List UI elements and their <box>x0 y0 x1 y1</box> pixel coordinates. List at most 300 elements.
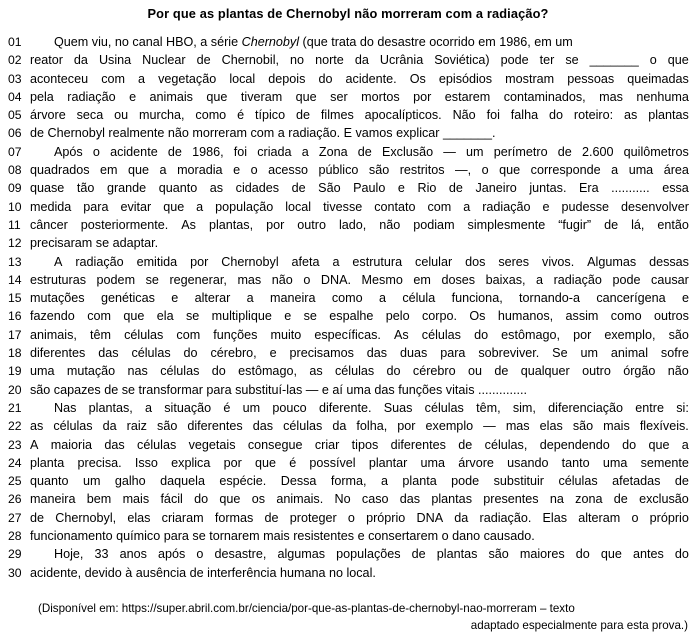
word: um <box>82 474 101 489</box>
word: vegetação <box>158 71 217 86</box>
word: são <box>488 547 509 562</box>
word: que <box>128 163 150 178</box>
word: planta <box>30 455 65 470</box>
word: é <box>237 108 245 123</box>
word: ser <box>330 89 348 104</box>
word: diferentes <box>390 437 446 452</box>
line-content: são capazes de se transformar para substituí-las — e aí uma das funções vitais .............. <box>30 382 527 397</box>
word: como <box>195 108 227 123</box>
word: por <box>190 254 209 269</box>
word: as <box>30 419 44 434</box>
word: consegue <box>247 437 303 452</box>
line-number: 10 <box>8 199 22 214</box>
line-number: 30 <box>8 565 22 580</box>
word: com <box>176 327 201 342</box>
word: simplesmente <box>467 217 546 232</box>
word: anos <box>119 547 147 562</box>
line-content <box>30 419 696 433</box>
word: o <box>347 510 355 525</box>
word: células <box>283 419 323 434</box>
word: têm, <box>476 400 501 415</box>
line-content <box>30 35 696 49</box>
word: daquela <box>160 474 205 489</box>
word: desastre, <box>214 547 267 562</box>
word: quase <box>30 181 65 196</box>
word: são <box>368 163 390 178</box>
word: da <box>454 510 469 525</box>
word: do <box>674 547 689 562</box>
word: exclusão <box>639 492 689 507</box>
word: que <box>667 53 689 68</box>
word: em <box>100 163 118 178</box>
word: órgão <box>623 364 656 379</box>
line-number: 08 <box>8 163 22 178</box>
word: ........... <box>611 181 650 196</box>
word: a <box>463 199 471 214</box>
word: e <box>397 181 405 196</box>
word: cérebro, <box>210 346 257 361</box>
word: mostram <box>505 71 555 86</box>
word: folha, <box>356 419 388 434</box>
word: diferente. <box>318 400 372 415</box>
word: estômago, <box>238 364 297 379</box>
word: essa <box>662 181 689 196</box>
word: não <box>271 272 293 287</box>
word: a <box>681 437 689 452</box>
word: como <box>610 309 642 324</box>
text-line <box>0 547 696 565</box>
word: de <box>448 181 463 196</box>
word: dependendo <box>539 437 610 452</box>
word: mais <box>122 492 150 507</box>
word: proteger <box>289 510 337 525</box>
word: de <box>557 144 572 159</box>
word: células <box>160 364 200 379</box>
line-number: 06 <box>8 126 22 141</box>
word: podem <box>96 272 136 287</box>
word: funções <box>213 327 258 342</box>
word: mutações <box>30 291 85 306</box>
line-number: 23 <box>8 437 22 452</box>
word: de <box>494 364 509 379</box>
line-number: 14 <box>8 272 22 287</box>
word: humanos, <box>497 309 554 324</box>
text-line <box>0 273 696 291</box>
word: pessoas <box>567 71 615 86</box>
word: antes <box>633 547 664 562</box>
word: mutação <box>66 364 116 379</box>
text-line <box>0 108 696 126</box>
word: estrutura <box>352 254 403 269</box>
word: o <box>196 547 204 562</box>
word: plantas <box>648 108 689 123</box>
word: posteriormente. <box>80 217 169 232</box>
word: célula <box>402 291 436 306</box>
word: células <box>421 327 461 342</box>
word: de <box>357 144 372 159</box>
word: no <box>290 53 305 68</box>
word: alteram <box>578 510 621 525</box>
line-content <box>30 328 696 342</box>
word: presentes <box>483 492 539 507</box>
word: raiz <box>126 419 147 434</box>
word: Usina <box>98 53 132 68</box>
word: e <box>171 291 179 306</box>
word: radiação <box>482 199 531 214</box>
word: animal <box>610 346 648 361</box>
line-content <box>30 90 696 104</box>
word: Se <box>552 346 568 361</box>
word: plantas <box>436 547 478 562</box>
word: de <box>458 437 473 452</box>
word: as <box>623 108 638 123</box>
word: galho <box>114 474 146 489</box>
word: o <box>649 53 657 68</box>
word: outro <box>582 364 611 379</box>
word: As <box>181 217 196 232</box>
word: que <box>219 492 241 507</box>
line-number: 22 <box>8 419 22 434</box>
word: vivos. <box>542 254 575 269</box>
line-number: 12 <box>8 236 22 251</box>
word: funciona, <box>451 291 503 306</box>
word: e <box>129 89 137 104</box>
word: o <box>250 163 258 178</box>
word: zona <box>575 492 603 507</box>
word: estômago, <box>501 327 560 342</box>
text-line <box>0 529 696 547</box>
word: animais <box>149 89 193 104</box>
word: local <box>229 71 256 86</box>
line-content <box>30 511 696 525</box>
word: Elas <box>542 510 568 525</box>
word: Soviética) <box>434 53 490 68</box>
word: e <box>233 163 241 178</box>
word: tão <box>76 181 95 196</box>
text-line <box>0 346 696 364</box>
word: seca <box>76 108 104 123</box>
word: das <box>399 492 421 507</box>
word: a <box>196 199 204 214</box>
word: Mesmo <box>361 272 403 287</box>
word: causar <box>651 272 689 287</box>
word: e <box>681 291 689 306</box>
word: contato <box>374 199 416 214</box>
word: uma <box>628 163 654 178</box>
text-line <box>0 181 696 199</box>
word: vegetais <box>188 437 236 452</box>
word: os <box>251 492 266 507</box>
line-number: 29 <box>8 547 22 562</box>
word: acidente. <box>345 71 397 86</box>
word: do <box>183 346 198 361</box>
word: são <box>157 419 178 434</box>
word: mas <box>505 419 530 434</box>
word: das <box>366 346 388 361</box>
word: a <box>611 163 619 178</box>
word: e <box>542 199 550 214</box>
word: ou <box>114 108 129 123</box>
word: Dessa <box>280 474 317 489</box>
word: depois <box>268 71 306 86</box>
word: diferenciação <box>548 400 624 415</box>
word: exemplo, <box>604 327 656 342</box>
word: a <box>301 144 309 159</box>
word: de <box>613 492 628 507</box>
word: precisa. <box>77 455 122 470</box>
line-content <box>30 72 696 86</box>
word: células <box>53 419 93 434</box>
word: e <box>269 346 277 361</box>
word: Ucrânia <box>379 53 424 68</box>
word: de <box>674 474 689 489</box>
word: DNA. <box>320 272 351 287</box>
word: do <box>575 547 590 562</box>
word: tanto <box>561 455 590 470</box>
word: específicas. <box>314 327 381 342</box>
word: mas <box>599 89 623 104</box>
word: pouco <box>272 400 307 415</box>
word: típico <box>254 108 286 123</box>
word: mais <box>603 419 630 434</box>
word: Chernobil, <box>221 53 280 68</box>
word: —, <box>455 163 472 178</box>
word: do <box>211 364 226 379</box>
word: contaminados, <box>503 89 586 104</box>
word: é <box>223 400 231 415</box>
word: árvore <box>30 108 66 123</box>
line-number: 03 <box>8 71 22 86</box>
text-line <box>0 255 696 273</box>
word: então <box>657 217 689 232</box>
line-number: 19 <box>8 364 22 379</box>
word: — <box>483 419 496 434</box>
word: se <box>303 309 317 324</box>
word: animais. <box>276 492 324 507</box>
word: a <box>159 163 167 178</box>
line-content <box>30 108 696 122</box>
word: As <box>393 327 409 342</box>
word: maneira <box>269 291 316 306</box>
word: plantar <box>368 455 408 470</box>
word: maiores <box>519 547 565 562</box>
line-content <box>30 401 696 415</box>
word: moradia <box>177 163 223 178</box>
line-content: acidente, devido à ausência de interferência humana no local. <box>30 565 376 580</box>
source-line-1: (Disponível em: https://super.abril.com.br/ciencia/por-que-as-plantas-de-chernobyl-nao-morreram – texto <box>38 601 575 615</box>
text-line <box>0 126 696 144</box>
line-content: funcionamento químico para se tornarem mais resistentes e consertarem o dano causado. <box>30 529 535 544</box>
word: mortos <box>361 89 400 104</box>
word: nas <box>127 364 148 379</box>
word: e <box>284 309 292 324</box>
word: com <box>101 71 125 86</box>
word: por <box>266 217 285 232</box>
word: radiação <box>553 272 602 287</box>
word: plantas, <box>88 400 133 415</box>
word: que <box>295 89 317 104</box>
word: pode <box>451 474 480 489</box>
text-line <box>0 218 696 236</box>
word: foi <box>486 108 500 123</box>
word: 1986, <box>192 144 224 159</box>
word: ela <box>156 309 174 324</box>
word: maneira <box>30 492 76 507</box>
line-content <box>30 273 696 287</box>
word: norte <box>315 53 344 68</box>
line-number: 09 <box>8 181 22 196</box>
line-number: 01 <box>8 35 22 49</box>
word: A <box>54 254 63 269</box>
text-line <box>0 419 696 437</box>
word: as <box>209 181 224 196</box>
text-line <box>0 309 696 327</box>
word: que <box>206 89 228 104</box>
word: Chernobyl, <box>55 510 117 525</box>
word: formas <box>214 510 254 525</box>
line-number: 15 <box>8 291 22 306</box>
word: restritos <box>399 163 445 178</box>
word: é <box>289 455 297 470</box>
word: outro <box>297 217 326 232</box>
word: Após <box>54 144 83 159</box>
word: Não <box>452 108 476 123</box>
line-content <box>30 547 696 561</box>
word: pela <box>30 89 54 104</box>
word: duas <box>400 346 428 361</box>
word: entre <box>635 400 665 415</box>
word: criar <box>314 437 340 452</box>
word: _______ <box>589 53 639 68</box>
line-number: 17 <box>8 327 22 342</box>
word: que <box>648 437 670 452</box>
word: células <box>124 327 164 342</box>
line-number: 25 <box>8 474 22 489</box>
word: diferentes <box>30 346 86 361</box>
word: criaram <box>161 510 204 525</box>
word: do <box>622 437 637 452</box>
line-number: 05 <box>8 108 22 123</box>
word: com <box>427 199 452 214</box>
word: elas <box>127 510 151 525</box>
word: — <box>443 144 456 159</box>
word: radiação <box>75 254 124 269</box>
word: bem <box>86 492 112 507</box>
word: por <box>397 419 416 434</box>
word: são <box>668 327 689 342</box>
text-line <box>0 291 696 309</box>
word: plantas, <box>208 217 254 232</box>
line-number: 13 <box>8 254 22 269</box>
text-line <box>0 364 696 382</box>
word: para <box>440 346 466 361</box>
word: para <box>83 199 109 214</box>
line-number: 27 <box>8 510 22 525</box>
word: de <box>30 510 45 525</box>
word: que <box>123 309 145 324</box>
word: possível <box>309 455 356 470</box>
line-content <box>30 200 696 214</box>
word: maioria <box>50 437 93 452</box>
word: animais, <box>30 327 77 342</box>
word: 33 <box>94 547 109 562</box>
word: próprio <box>366 510 406 525</box>
word: após <box>158 547 186 562</box>
word: o <box>481 163 489 178</box>
word: semente <box>640 455 689 470</box>
word: queimadas <box>627 71 689 86</box>
word: da <box>332 419 347 434</box>
text-line <box>0 474 696 492</box>
word: câncer <box>30 217 68 232</box>
word: público <box>318 163 359 178</box>
word: cérebro <box>412 364 456 379</box>
word: Nas <box>54 400 77 415</box>
word: muito <box>270 327 302 342</box>
line-content <box>30 163 696 177</box>
word: cidades <box>235 181 280 196</box>
word: a <box>378 291 386 306</box>
word: uma <box>420 455 446 470</box>
word: de <box>604 217 619 232</box>
word: grande <box>106 181 147 196</box>
text-line <box>0 236 696 254</box>
word: reator <box>30 53 63 68</box>
word: alterar <box>194 291 231 306</box>
word: DNA <box>416 510 444 525</box>
word: criada <box>257 144 292 159</box>
text-line <box>0 401 696 419</box>
word: sim, <box>512 400 536 415</box>
word: fazendo <box>30 309 75 324</box>
line-number: 21 <box>8 400 22 415</box>
line-number: 26 <box>8 492 22 507</box>
word: elas <box>539 419 563 434</box>
word: juntas. <box>529 181 567 196</box>
word: dos <box>465 254 486 269</box>
italic-term: Chernobyl <box>241 35 299 49</box>
word: exemplo <box>425 419 474 434</box>
word: células <box>131 346 171 361</box>
word: têm <box>90 327 111 342</box>
word: quanto <box>30 474 69 489</box>
word: perímetro <box>493 144 548 159</box>
word: quadrados <box>30 163 90 178</box>
word: espalhe <box>329 309 374 324</box>
line-content: precisaram se adaptar. <box>30 236 159 251</box>
line-number: 28 <box>8 529 22 544</box>
word: substituir <box>493 474 545 489</box>
word: por <box>413 89 432 104</box>
word: regenerar, <box>169 272 227 287</box>
word: tivesse <box>323 199 363 214</box>
word: do <box>548 108 563 123</box>
word: quilômetros <box>623 144 689 159</box>
word: afetadas <box>612 474 661 489</box>
word: podiam <box>413 217 455 232</box>
word: Paulo <box>353 181 386 196</box>
word: de <box>167 144 182 159</box>
word: corresponde <box>530 163 601 178</box>
word: doses <box>441 272 476 287</box>
word: Isso <box>134 455 158 470</box>
word: No <box>334 492 351 507</box>
text-line <box>0 72 696 90</box>
word: afeta <box>291 254 320 269</box>
word: emitida <box>136 254 178 269</box>
word: a <box>246 291 254 306</box>
text-run: (que trata do desastre ocorrido em 1986, em um <box>299 35 573 49</box>
